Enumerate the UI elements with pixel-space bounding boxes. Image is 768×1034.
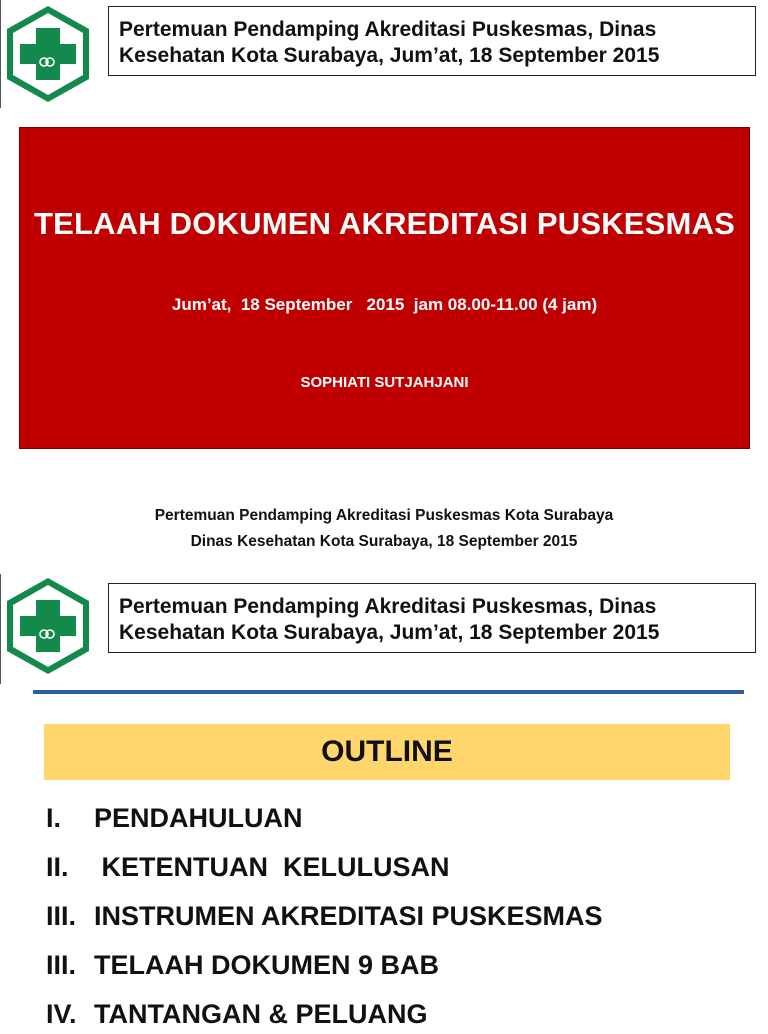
outline-item-number: IV. <box>46 999 77 1029</box>
outline-heading: OUTLINE <box>44 724 730 780</box>
health-cross-logo-icon <box>4 576 92 676</box>
outline-item-number: II. <box>46 852 69 882</box>
outline-item-text: KETENTUAN KELULUSAN <box>94 852 450 882</box>
slide1-header-line1: Pertemuan Pendamping Akreditasi Puskesmas, Dinas <box>119 18 657 41</box>
slide1-header-line2: Kesehatan Kota Surabaya, Jum’at, 18 September 2015 <box>119 44 660 67</box>
outline-item-number: I. <box>46 803 62 833</box>
outline-list <box>46 798 746 1029</box>
header-divider <box>33 690 744 694</box>
slide1-footer-line1: Pertemuan Pendamping Akreditasi Puskesmas Kota Surabaya <box>154 507 614 524</box>
slide1-footer <box>0 503 768 555</box>
left-edge-rule <box>0 0 1 108</box>
outline-item-text: PENDAHULUAN <box>94 803 303 833</box>
title-slide <box>19 127 750 449</box>
outline-item-text: TELAAH DOKUMEN 9 BAB <box>94 950 440 980</box>
slide-author: SOPHIATI SUTJAHJANI <box>300 374 469 391</box>
slide-date: Jum’at, 18 September 2015 jam 08.00-11.00 (4 jam) <box>171 295 598 314</box>
slide2-header-line1: Pertemuan Pendamping Akreditasi Puskesmas, Dinas <box>119 595 657 618</box>
outline-item-text: TANTANGAN & PELUANG <box>94 999 428 1029</box>
outline-item-text: INSTRUMEN AKREDITASI PUSKESMAS <box>94 901 603 931</box>
slide2-header-line2: Kesehatan Kota Surabaya, Jum’at, 18 September 2015 <box>119 621 660 644</box>
slide1-header-box <box>108 6 756 76</box>
health-cross-logo-icon <box>4 4 92 104</box>
slide-title: TELAAH DOKUMEN AKREDITASI PUSKESMAS <box>33 206 736 241</box>
slide1-footer-line2: Dinas Kesehatan Kota Surabaya, 18 September 2015 <box>190 533 578 550</box>
outline-item-number: III. <box>46 950 77 980</box>
left-edge-rule <box>0 574 1 684</box>
outline-item-number: III. <box>46 901 77 931</box>
slide2-header-box <box>108 583 756 653</box>
